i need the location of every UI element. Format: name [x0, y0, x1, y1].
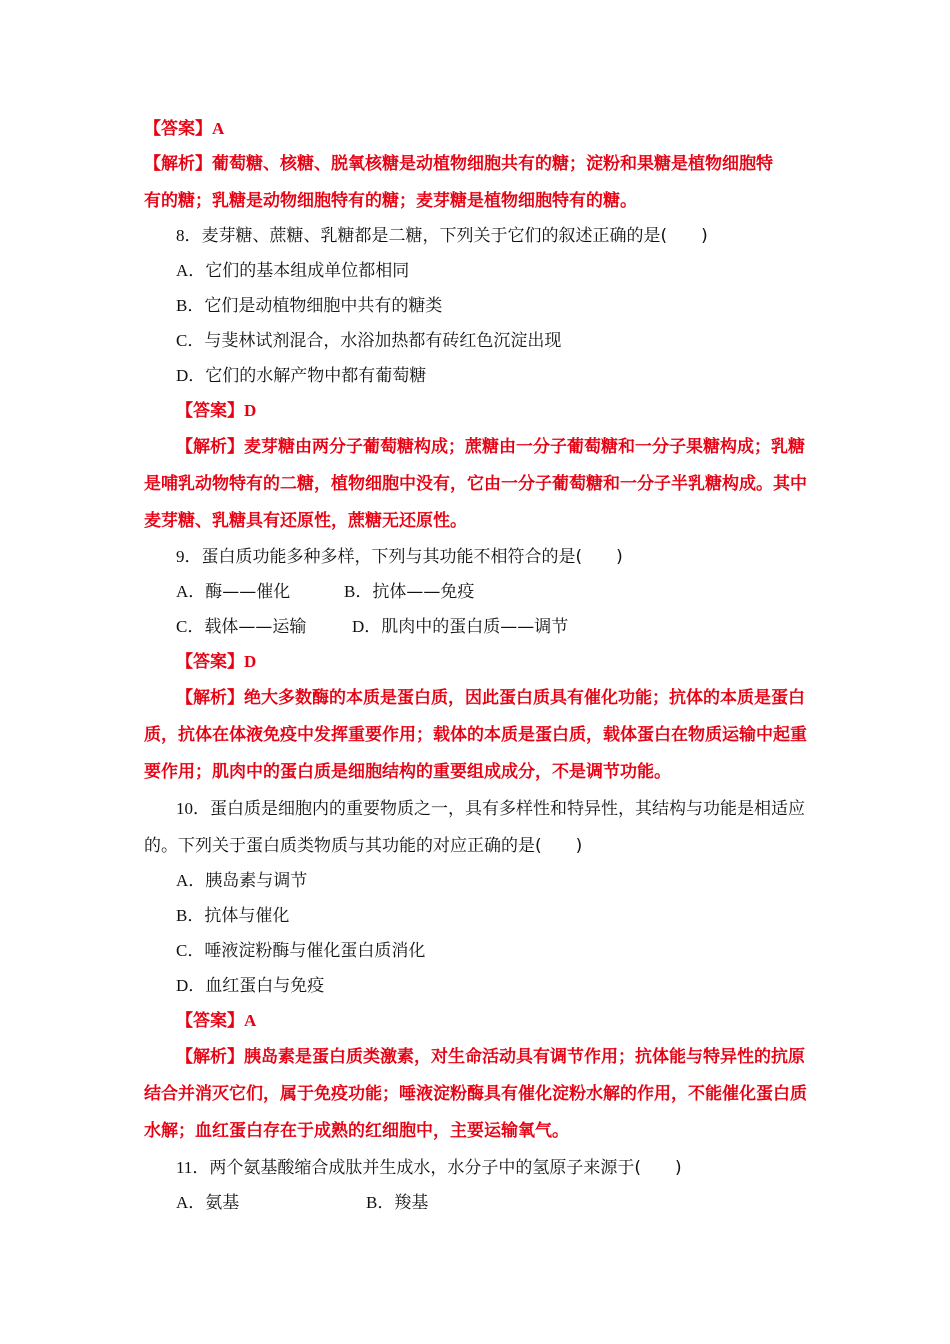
q10-option-d — [176, 974, 324, 998]
option-key: A． — [176, 1193, 206, 1212]
option-key: B． — [176, 296, 205, 315]
option-text: 抗体与催化 — [204, 906, 290, 926]
option-key: D． — [352, 617, 382, 636]
analysis-label: 【解析】 — [176, 437, 244, 457]
answer-value: D — [244, 401, 257, 420]
q10-analysis-line-3: 水解；血红蛋白存在于成熟的红细胞中，主要运输氧气。 — [144, 1121, 569, 1141]
q9-analysis-line-2: 质，抗体在体液免疫中发挥重要作用；载体的本质是蛋白质，载体蛋白在物质运输中起重 — [144, 725, 807, 745]
answer-label: 【答案】 — [176, 1011, 244, 1031]
question-number: 9． — [176, 547, 202, 566]
q7-answer — [144, 117, 224, 141]
q9-stem — [176, 545, 623, 569]
analysis-text: 葡萄糖、核糖、脱氧核糖是动植物细胞共有的糖；淀粉和果糖是植物细胞特 — [212, 154, 773, 174]
option-text: 它们的基本组成单位都相同 — [205, 261, 410, 281]
q8-answer — [176, 399, 256, 423]
answer-label: 【答案】 — [176, 401, 244, 421]
option-text: 胰岛素与调节 — [205, 871, 308, 891]
option-text: 它们是动植物细胞中共有的糖类 — [204, 296, 443, 316]
q8-option-b — [176, 294, 442, 318]
option-key: C． — [176, 331, 205, 350]
q9-answer — [176, 650, 256, 674]
q8-option-c — [176, 329, 561, 353]
option-text: 酶——催化 — [205, 582, 291, 602]
question-number: 11． — [176, 1158, 210, 1177]
analysis-label: 【解析】 — [176, 688, 244, 708]
q8-option-a — [176, 259, 409, 283]
option-key: A． — [176, 871, 206, 890]
option-text: 血红蛋白与免疫 — [205, 976, 325, 996]
option-key: A． — [176, 582, 206, 601]
question-stem: 蛋白质是细胞内的重要物质之一，具有多样性和特异性，其结构与功能是相适应 — [210, 799, 805, 819]
question-number: 8． — [176, 226, 202, 245]
option-key: D． — [176, 976, 206, 995]
question-number: 10． — [176, 799, 210, 818]
option-text: 与斐林试剂混合，水浴加热都有砖红色沉淀出现 — [204, 331, 562, 351]
option-text: 它们的水解产物中都有葡萄糖 — [205, 366, 427, 386]
q11-stem — [176, 1156, 682, 1180]
answer-value: A — [212, 119, 225, 138]
option-text: 羧基 — [394, 1193, 429, 1213]
q10-analysis-line-1 — [176, 1045, 805, 1069]
q9-option-d — [352, 615, 568, 639]
analysis-label: 【解析】 — [176, 1047, 244, 1067]
option-key: C． — [176, 941, 205, 960]
option-text: 肌肉中的蛋白质——调节 — [381, 617, 569, 637]
option-key: B． — [366, 1193, 395, 1212]
q11-option-a — [176, 1191, 239, 1215]
q8-analysis-line-3: 麦芽糖、乳糖具有还原性，蔗糖无还原性。 — [144, 511, 467, 531]
analysis-text: 胰岛素是蛋白质类激素，对生命活动具有调节作用；抗体能与特异性的抗原 — [244, 1047, 805, 1067]
question-stem: 蛋白质功能多种多样，下列与其功能不相符合的是( ) — [201, 547, 623, 567]
option-text: 抗体——免疫 — [372, 582, 475, 602]
answer-label: 【答案】 — [176, 652, 244, 672]
q7-analysis-line-1 — [144, 152, 773, 176]
q9-option-a — [176, 580, 290, 604]
q11-option-b — [366, 1191, 428, 1215]
q7-analysis-line-2: 有的糖；乳糖是动物细胞特有的糖；麦芽糖是植物细胞特有的糖。 — [144, 191, 637, 211]
analysis-text: 麦芽糖由两分子葡萄糖构成；蔗糖由一分子葡萄糖和一分子果糖构成；乳糖 — [244, 437, 805, 457]
option-key: D． — [176, 366, 206, 385]
answer-value: A — [244, 1011, 257, 1030]
q9-option-b — [344, 580, 474, 604]
option-text: 载体——运输 — [204, 617, 307, 637]
q8-analysis-line-2: 是哺乳动物特有的二糖，植物细胞中没有，它由一分子葡萄糖和一分子半乳糖构成。其中 — [144, 474, 807, 494]
q8-analysis-line-1 — [176, 435, 805, 459]
q10-option-c — [176, 939, 425, 963]
option-key: B． — [344, 582, 373, 601]
option-key: A． — [176, 261, 206, 280]
analysis-label: 【解析】 — [144, 154, 212, 174]
analysis-text: 绝大多数酶的本质是蛋白质，因此蛋白质具有催化功能；抗体的本质是蛋白 — [244, 688, 805, 708]
option-key: C． — [176, 617, 205, 636]
q9-option-c — [176, 615, 306, 639]
answer-label: 【答案】 — [144, 119, 212, 139]
option-text: 唾液淀粉酶与催化蛋白质消化 — [204, 941, 426, 961]
q9-analysis-line-1 — [176, 686, 805, 710]
question-stem: 两个氨基酸缩合成肽并生成水，水分子中的氢原子来源于( ) — [209, 1158, 682, 1178]
q10-option-b — [176, 904, 289, 928]
q10-option-a — [176, 869, 307, 893]
q9-analysis-line-3: 要作用；肌肉中的蛋白质是细胞结构的重要组成成分，不是调节功能。 — [144, 762, 671, 782]
q10-analysis-line-2: 结合并消灭它们，属于免疫功能；唾液淀粉酶具有催化淀粉水解的作用，不能催化蛋白质 — [144, 1084, 807, 1104]
option-key: B． — [176, 906, 205, 925]
answer-value: D — [244, 652, 257, 671]
q8-stem — [176, 224, 708, 248]
q10-stem-line-1 — [176, 797, 805, 821]
option-text: 氨基 — [205, 1193, 240, 1213]
q10-stem-line-2: 的。下列关于蛋白质类物质与其功能的对应正确的是( ) — [144, 836, 583, 856]
q8-option-d — [176, 364, 426, 388]
q10-answer — [176, 1009, 256, 1033]
question-stem: 麦芽糖、蔗糖、乳糖都是二糖，下列关于它们的叙述正确的是( ) — [201, 226, 708, 246]
